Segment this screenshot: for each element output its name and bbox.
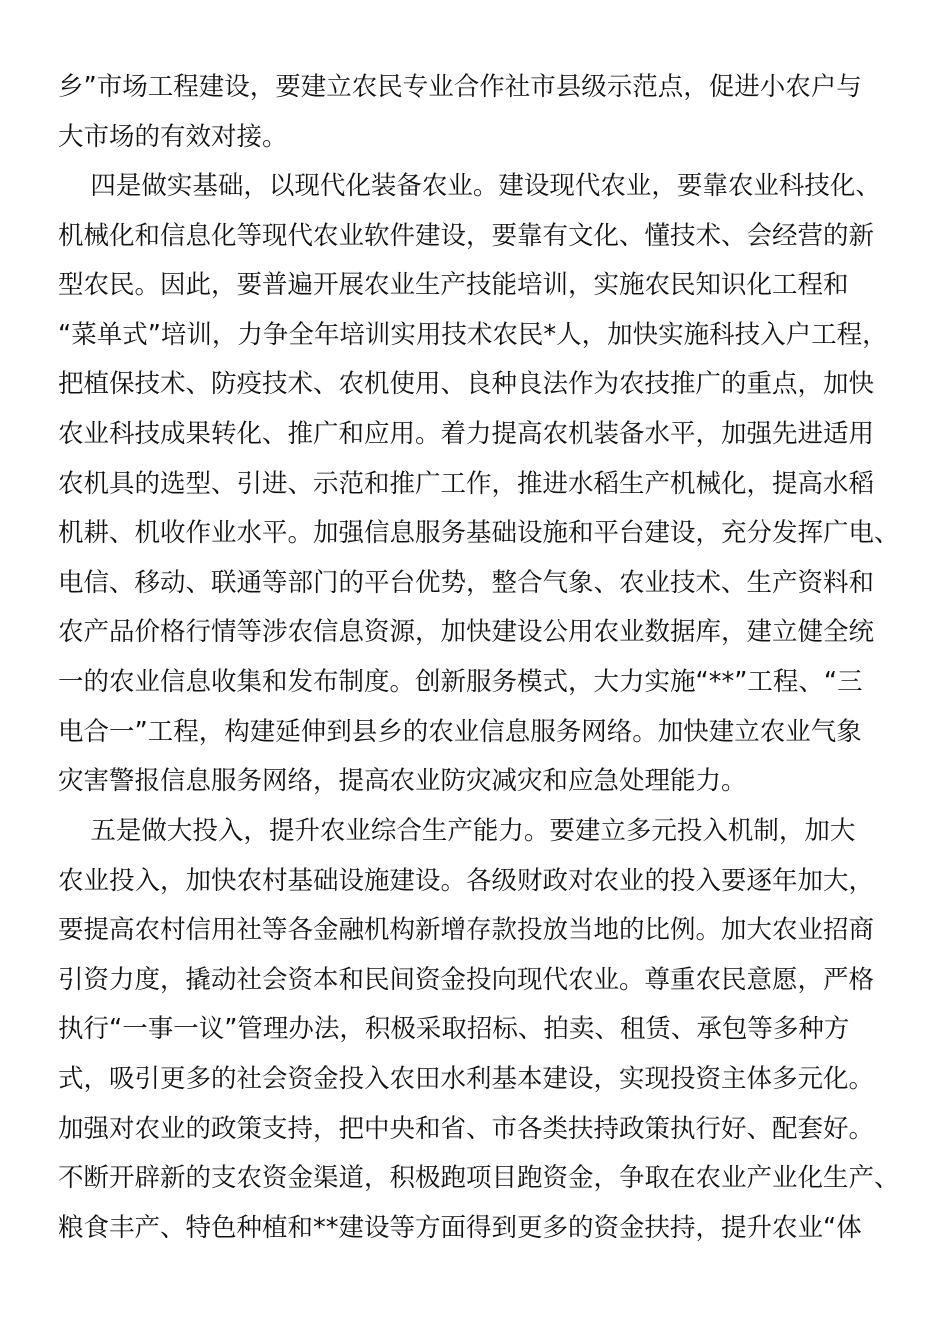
text-line: 乡”市场工程建设，要建立农民专业合作社市县级示范点，促进小农户与	[58, 72, 862, 102]
text-line: 引资力度，撬动社会资本和民间资金投向现代农业。尊重农民意愿，严格	[58, 964, 875, 995]
text-line: 把植保技术、防疫技术、农机使用、良种良法作为农技推广的重点，加快	[58, 369, 875, 400]
text-line: 农业投入，加快农村基础设施建设。各级财政对农业的投入要逐年加大，	[58, 865, 875, 896]
text-line: 式，吸引更多的社会资金投入农田水利基本建设，实现投资主体多元化。	[58, 1063, 875, 1094]
text-line: 电信、移动、联通等部门的平台优势，整合气象、农业技术、生产资料和	[58, 567, 875, 598]
paragraph-four	[58, 162, 898, 807]
text-line: 型农民。因此，要普遍开展农业生产技能培训，实施农民知识化工程和	[58, 270, 849, 301]
text-line: 执行“一事一议”管理办法，积极采取招标、拍卖、租赁、承包等多种方	[58, 1014, 850, 1045]
text-line: 电合一”工程，构建延伸到县乡的农业信息服务网络。加快建立农业气象	[58, 716, 862, 747]
text-line: 四是做实基础，以现代化装备农业。建设现代农业，要靠农业科技化、	[58, 171, 881, 201]
text-line: 农产品价格行情等涉农信息资源，加快建设公用农业数据库，建立健全统	[58, 617, 875, 648]
text-line: 粮食丰产、特色种植和**建设等方面得到更多的资金扶持，提升农业“体	[58, 1212, 862, 1243]
paragraph-continuation	[58, 63, 898, 162]
text-line: 农机具的选型、引进、示范和推广工作，推进水稻生产机械化，提高水稻	[58, 468, 875, 499]
text-line: “菜单式”培训，力争全年培训实用技术农民*人，加快实施科技入户工程，	[58, 319, 888, 350]
text-line: 灾害警报信息服务网络，提高农业防灾减灾和应急处理能力。	[58, 766, 747, 797]
text-line: 机耕、机收作业水平。加强信息服务基础设施和平台建设，充分发挥广电、	[58, 518, 900, 549]
text-line: 不断开辟新的支农资金渠道，积极跑项目跑资金，争取在农业产业化生产、	[58, 1163, 900, 1194]
text-line: 农业科技成果转化、推广和应用。着力提高农机装备水平，加强先进适用	[58, 418, 875, 449]
text-line: 机械化和信息化等现代农业软件建设，要靠有文化、懂技术、会经营的新	[58, 220, 875, 251]
text-line: 五是做大投入，提升农业综合生产能力。要建立多元投入机制，加大	[58, 816, 856, 846]
text-line: 要提高农村信用社等各金融机构新增存款投放当地的比例。加大农业招商	[58, 915, 875, 946]
paragraph-five	[58, 807, 898, 1253]
text-line: 一的农业信息收集和发布制度。创新服务模式，大力实施“**”工程、“三	[58, 666, 863, 697]
text-line: 大市场的有效对接。	[58, 121, 288, 152]
text-line: 加强对农业的政策支持，把中央和省、市各类扶持政策执行好、配套好。	[58, 1113, 875, 1144]
